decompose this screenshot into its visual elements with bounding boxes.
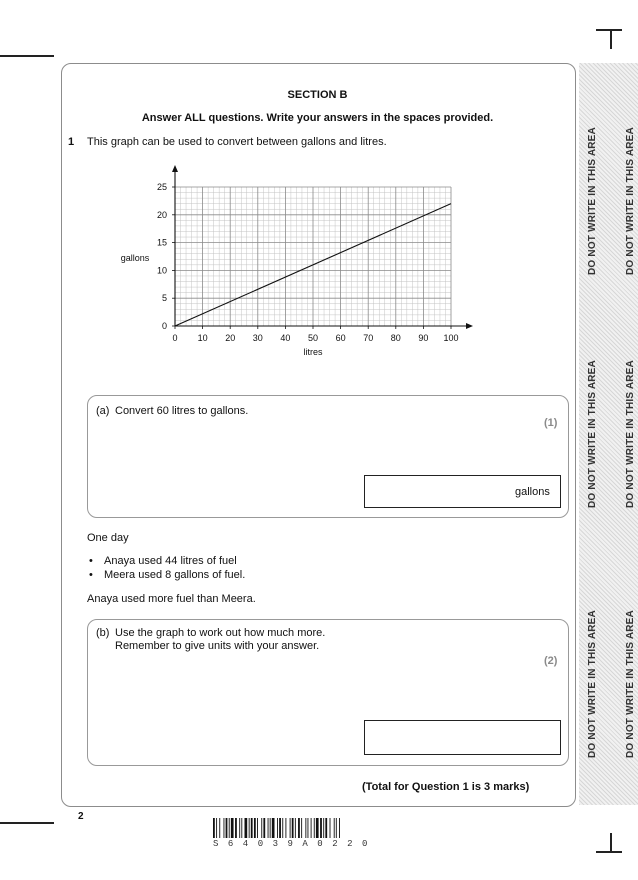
- barcode-bar: [263, 818, 265, 838]
- barcode-bar: [219, 818, 220, 838]
- part-a-question: Convert 60 litres to gallons.: [115, 405, 249, 417]
- barcode-bar: [285, 818, 286, 838]
- barcode-bar: [229, 818, 230, 838]
- part-b-label: (b): [96, 627, 110, 639]
- barcode-bar: [213, 818, 215, 838]
- barcode-bar: [305, 818, 306, 838]
- barcode-bar: [224, 818, 225, 838]
- x-tick-label: 20: [225, 333, 236, 343]
- barcode: [213, 818, 423, 838]
- barcode-bar: [272, 818, 275, 838]
- context-intro: One day: [87, 532, 129, 544]
- part-b-question-line1: Use the graph to work out how much more.: [115, 627, 326, 639]
- barcode-bar: [254, 818, 256, 838]
- barcode-bar: [226, 818, 228, 838]
- part-b-question-line2: Remember to give units with your answer.: [115, 640, 320, 652]
- x-axis-label: litres: [303, 347, 323, 357]
- y-axis-arrow: [172, 165, 178, 172]
- margin-warning: DO NOT WRITE IN THIS AREA: [587, 127, 598, 275]
- grid-major: [175, 187, 451, 326]
- barcode-bar: [239, 818, 240, 838]
- barcode-bar: [270, 818, 271, 838]
- y-axis-label: gallons: [120, 253, 150, 263]
- barcode-bar: [298, 818, 300, 838]
- x-tick-label: 40: [280, 333, 291, 343]
- bullet-item: Meera used 8 gallons of fuel.: [104, 569, 246, 581]
- barcode-bar: [330, 818, 331, 838]
- barcode-bar: [320, 818, 322, 838]
- barcode-bar: [216, 818, 217, 838]
- axes: [172, 165, 473, 329]
- barcode-bar: [282, 818, 283, 838]
- barcode-bar: [334, 818, 335, 838]
- y-tick-label: 5: [161, 293, 167, 304]
- barcode-bar: [249, 818, 250, 838]
- barcode-bar: [268, 818, 269, 838]
- barcode-bar: [316, 818, 319, 838]
- x-tick-label: 30: [252, 333, 263, 343]
- bullet-marker: •: [89, 569, 93, 581]
- barcode-bar: [292, 818, 294, 838]
- section-instruction: Answer ALL questions. Write your answers in the spaces provided.: [141, 112, 494, 124]
- x-tick-label: 50: [307, 333, 319, 343]
- part-a-unit: gallons: [515, 486, 550, 498]
- bullet-item: Anaya used 44 litres of fuel: [104, 555, 237, 567]
- barcode-bar: [231, 818, 234, 838]
- margin-warning: DO NOT WRITE IN THIS AREA: [587, 610, 598, 758]
- barcode-bar: [277, 818, 278, 838]
- barcode-bar: [308, 818, 309, 838]
- part-a-label: (a): [96, 405, 110, 417]
- part-b-marks: (2): [544, 655, 558, 667]
- barcode-bar: [279, 818, 281, 838]
- barcode-bar: [257, 818, 258, 838]
- barcode-bar: [235, 818, 237, 838]
- x-tick-label: 70: [363, 333, 374, 343]
- x-tick-label: 0: [172, 333, 178, 343]
- x-tick-label: 90: [418, 333, 429, 343]
- x-tick-label: 60: [335, 333, 346, 343]
- margin-warning: DO NOT WRITE IN THIS AREA: [587, 360, 598, 508]
- barcode-bar: [301, 818, 302, 838]
- question-number: 1: [68, 136, 75, 148]
- x-axis-arrow: [466, 323, 473, 329]
- barcode-bar: [339, 818, 340, 838]
- x-tick-label: 10: [197, 333, 208, 343]
- barcode-bar: [325, 818, 327, 838]
- barcode-bar: [290, 818, 291, 838]
- y-tick-label: 15: [156, 237, 167, 248]
- section-title: SECTION B: [287, 89, 348, 101]
- y-tick-label: 20: [156, 209, 167, 220]
- y-tick-label: 10: [156, 265, 167, 276]
- x-tick-label: 100: [443, 333, 459, 343]
- barcode-bar: [323, 818, 324, 838]
- y-tick-label: 25: [156, 182, 167, 192]
- context-conclusion: Anaya used more fuel than Meera.: [87, 593, 256, 605]
- barcode-bar: [261, 818, 262, 838]
- bullet-marker: •: [89, 555, 93, 567]
- total-marks: (Total for Question 1 is 3 marks): [362, 781, 530, 793]
- barcode-digits: S64039A0220: [213, 839, 377, 849]
- page-number: 2: [78, 811, 84, 822]
- margin-warning: DO NOT WRITE IN THIS AREA: [625, 360, 636, 508]
- margin-warning: DO NOT WRITE IN THIS AREA: [625, 127, 636, 275]
- x-tick-label: 80: [390, 333, 401, 343]
- barcode-bar: [241, 818, 242, 838]
- question-text: This graph can be used to convert between gallons and litres.: [87, 136, 387, 148]
- barcode-bar: [251, 818, 253, 838]
- part-a-marks: (1): [544, 417, 558, 429]
- barcode-bar: [311, 818, 312, 838]
- barcode-bar: [336, 818, 337, 838]
- margin-warning: DO NOT WRITE IN THIS AREA: [625, 610, 636, 758]
- y-tick-label: 0: [161, 321, 167, 331]
- barcode-bar: [295, 818, 296, 838]
- part-b-answer-box[interactable]: [364, 720, 561, 755]
- barcode-bar: [314, 818, 315, 838]
- barcode-bar: [245, 818, 248, 838]
